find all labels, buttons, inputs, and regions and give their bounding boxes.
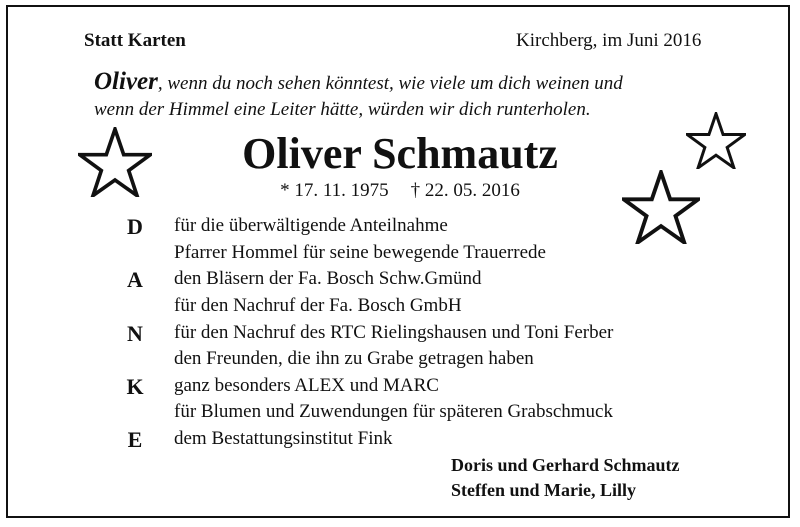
thanks-line: den Bläsern der Fa. Bosch Schw.Gmünd bbox=[174, 268, 482, 289]
thanks-line: Pfarrer Hommel für seine bewegende Trauerrede bbox=[174, 242, 546, 263]
quote-line-2: wenn der Himmel eine Leiter hätte, würden wir dich runterholen. bbox=[94, 99, 591, 120]
header-statt-karten: Statt Karten bbox=[84, 30, 186, 51]
thanks-line: den Freunden, die ihn zu Grabe getragen haben bbox=[174, 348, 534, 369]
thanks-line: für den Nachruf der Fa. Bosch GmbH bbox=[174, 295, 462, 316]
death-date: † 22. 05. 2016 bbox=[410, 180, 520, 201]
danke-letter-k: K bbox=[126, 374, 144, 399]
danke-letter-d: D bbox=[127, 214, 143, 239]
thanks-line: ganz besonders ALEX und MARC bbox=[174, 375, 439, 396]
quote-name: Oliver bbox=[94, 68, 158, 95]
thanks-line: dem Bestattungsinstitut Fink bbox=[174, 428, 393, 449]
star-icon bbox=[622, 170, 700, 244]
quote-line-1 bbox=[94, 68, 623, 96]
header-place-date: Kirchberg, im Juni 2016 bbox=[516, 30, 702, 51]
thanks-line: für die überwältigende Anteilnahme bbox=[174, 215, 448, 236]
star-icon bbox=[686, 112, 746, 169]
birth-date: * 17. 11. 1975 bbox=[280, 180, 389, 201]
signature-line-1: Doris und Gerhard Schmautz bbox=[451, 455, 680, 475]
danke-letter-n: N bbox=[127, 321, 143, 346]
quote-line-1-text: , wenn du noch sehen könntest, wie viele um dich weinen und bbox=[157, 73, 623, 94]
signature-line-2: Steffen und Marie, Lilly bbox=[451, 480, 636, 500]
danke-letter-a: A bbox=[127, 267, 143, 292]
thanks-line: für den Nachruf des RTC Rielingshausen und Toni Ferber bbox=[174, 322, 614, 343]
thanks-line: für Blumen und Zuwendungen für späteren Grabschmuck bbox=[174, 401, 613, 422]
star-icon bbox=[78, 127, 152, 197]
danke-letter-e: E bbox=[127, 427, 143, 452]
deceased-name: Oliver Schmautz bbox=[242, 129, 558, 178]
